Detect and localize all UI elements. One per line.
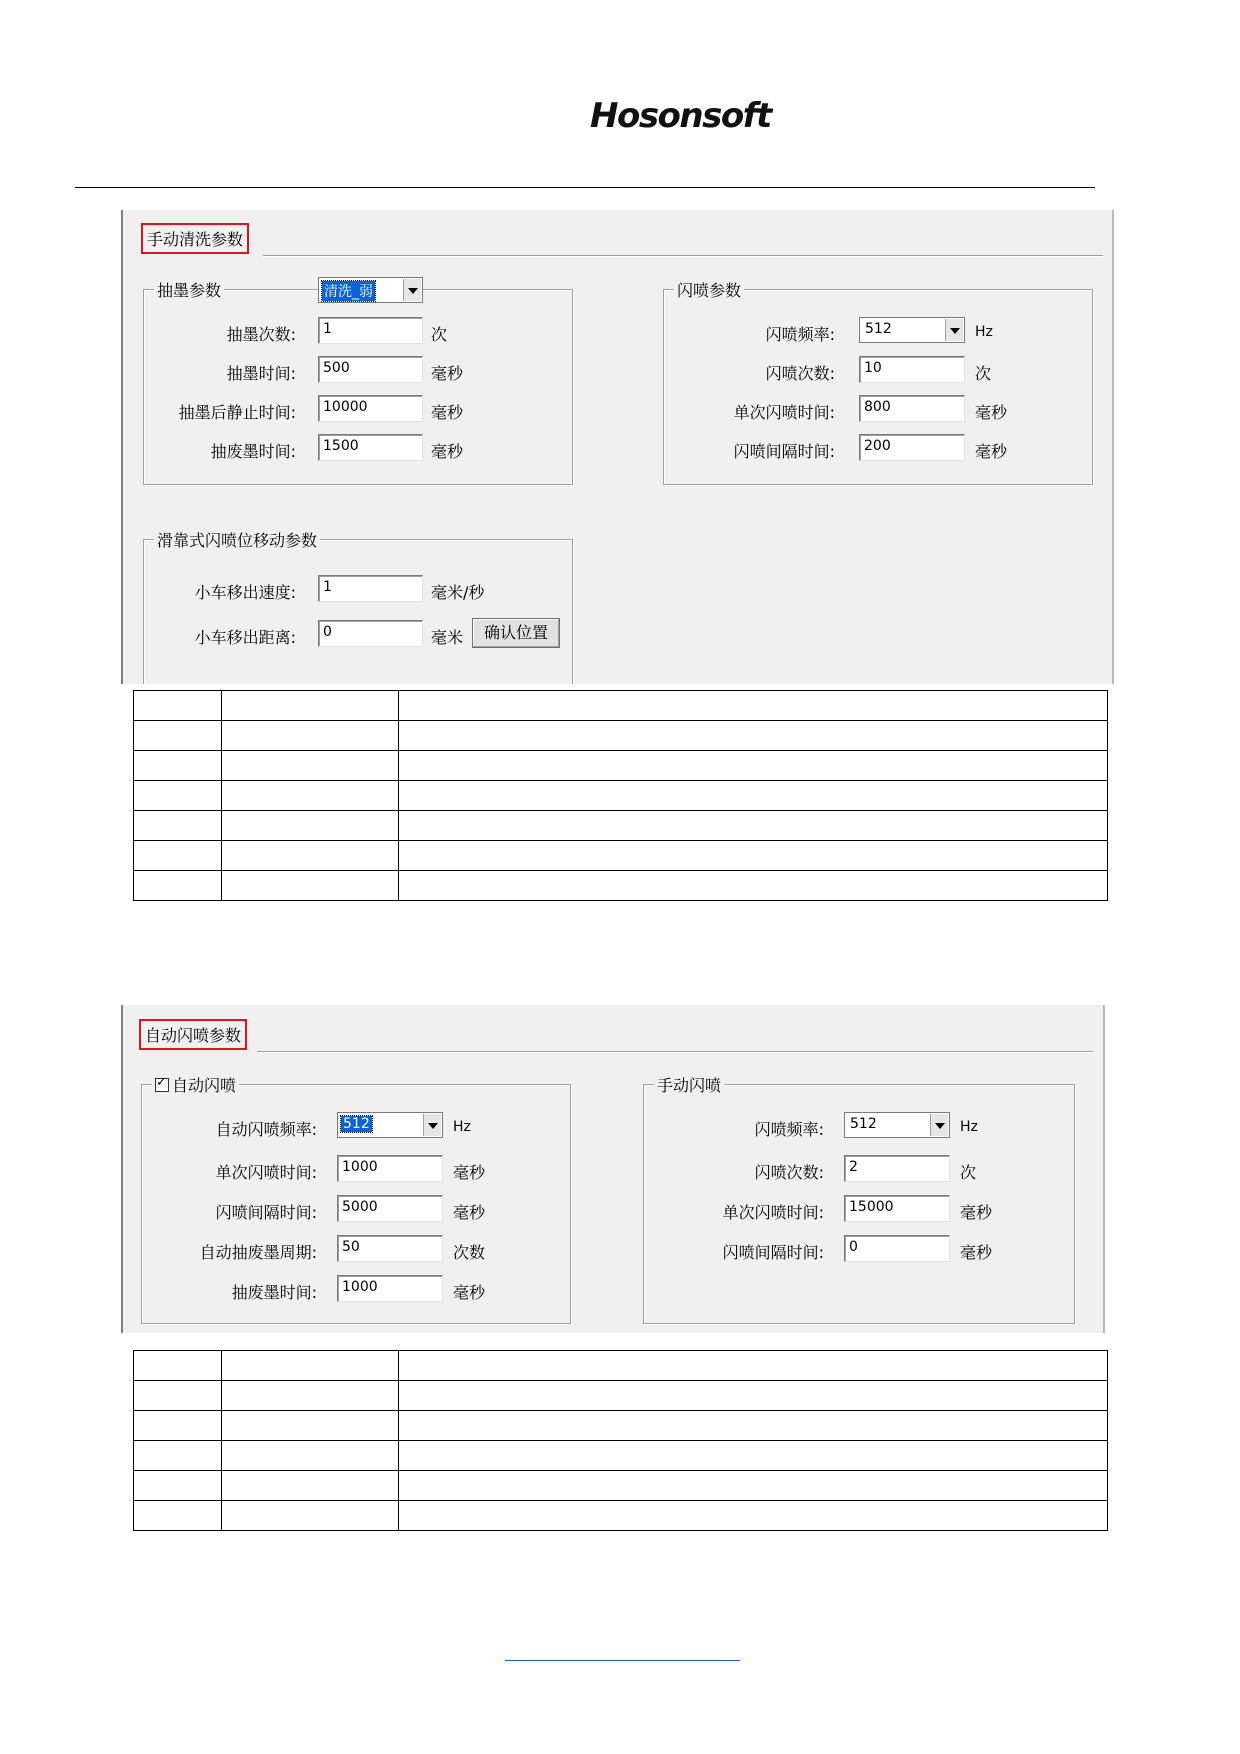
flash-interval-input[interactable]: 200 [859, 434, 965, 461]
manual-clean-param-table [133, 690, 1108, 901]
table-row [134, 1411, 1108, 1441]
auto-waste-cycle-unit: 次数 [453, 1243, 486, 1262]
flash-freq-unit: Hz [975, 324, 993, 340]
auto-waste-time-unit: 毫秒 [453, 1283, 486, 1302]
clean-mode-value: 清洗_弱 [322, 281, 375, 301]
flash-params-legend: 闪喷参数 [674, 278, 744, 301]
auto-flash-checkbox[interactable] [155, 1078, 169, 1092]
manual-flash-interval-unit: 毫秒 [960, 1243, 993, 1262]
table-row [134, 751, 1108, 781]
auto-flash-freq-unit: Hz [453, 1119, 471, 1135]
suction-count-input[interactable]: 1 [318, 317, 423, 344]
carriage-move-legend: 滑靠式闪喷位移动参数 [154, 528, 320, 551]
auto-flash-interval-label: 闪喷间隔时间: [215, 1203, 317, 1222]
waste-suction-time-input[interactable]: 1500 [318, 434, 423, 461]
single-flash-time-input[interactable]: 800 [859, 395, 965, 422]
flash-freq-select[interactable] [859, 317, 965, 343]
suction-count-unit: 次 [431, 325, 448, 344]
table-row [134, 841, 1108, 871]
manual-flash-freq-select[interactable] [844, 1112, 950, 1138]
flash-freq-label: 闪喷频率: [765, 325, 835, 344]
carriage-move-group [143, 531, 573, 684]
table-row [134, 1441, 1108, 1471]
flash-interval-unit: 毫秒 [975, 442, 1008, 461]
chevron-down-icon[interactable] [930, 1114, 948, 1136]
carriage-distance-unit: 毫米 [431, 628, 464, 647]
auto-flash-interval-unit: 毫秒 [453, 1203, 486, 1222]
auto-waste-time-label: 抽废墨时间: [231, 1283, 317, 1302]
auto-flash-title: 自动闪喷参数 [139, 1019, 247, 1050]
suction-count-label: 抽墨次数: [226, 325, 296, 344]
flash-count-unit: 次 [975, 364, 992, 383]
manual-single-flash-time-input[interactable]: 15000 [844, 1195, 950, 1222]
table-row [134, 1381, 1108, 1411]
auto-single-flash-time-input[interactable]: 1000 [337, 1155, 443, 1182]
single-flash-time-label: 单次闪喷时间: [733, 403, 835, 422]
carriage-distance-label: 小车移出距离: [194, 628, 296, 647]
table-row [134, 1471, 1108, 1501]
auto-flash-param-table [133, 1350, 1108, 1531]
flash-count-label: 闪喷次数: [765, 364, 835, 383]
single-flash-time-unit: 毫秒 [975, 403, 1008, 422]
table-row [134, 1351, 1108, 1381]
auto-flash-panel [121, 1005, 1105, 1333]
carriage-speed-unit: 毫米/秒 [431, 583, 485, 602]
rest-time-input[interactable]: 10000 [318, 395, 423, 422]
flash-interval-label: 闪喷间隔时间: [733, 442, 835, 461]
title-separator [257, 1051, 1093, 1053]
manual-flash-freq-label: 闪喷频率: [754, 1120, 824, 1139]
auto-single-flash-time-unit: 毫秒 [453, 1163, 486, 1182]
auto-flash-freq-value: 512 [343, 1116, 370, 1132]
table-row [134, 811, 1108, 841]
hosonsoft-logo: Hosonsoft [590, 96, 771, 136]
manual-single-flash-time-unit: 毫秒 [960, 1203, 993, 1222]
manual-clean-panel [121, 210, 1114, 684]
manual-clean-title: 手动清洗参数 [141, 223, 249, 254]
table-row [134, 871, 1108, 901]
header-divider [75, 187, 1095, 188]
suction-time-input[interactable]: 500 [318, 356, 423, 383]
flash-count-input[interactable]: 10 [859, 356, 965, 383]
manual-flash-count-input[interactable]: 2 [844, 1155, 950, 1182]
clean-mode-select[interactable] [318, 277, 423, 303]
waste-suction-time-unit: 毫秒 [431, 442, 464, 461]
flash-freq-value: 512 [865, 321, 892, 337]
table-row [134, 721, 1108, 751]
auto-single-flash-time-label: 单次闪喷时间: [215, 1163, 317, 1182]
manual-flash-legend: 手动闪喷 [654, 1073, 724, 1096]
waste-suction-time-label: 抽废墨时间: [210, 442, 296, 461]
suction-time-label: 抽墨时间: [226, 364, 296, 383]
manual-flash-freq-value: 512 [850, 1116, 877, 1132]
auto-waste-cycle-label: 自动抽废墨周期: [199, 1243, 317, 1262]
carriage-distance-input[interactable]: 0 [318, 620, 423, 647]
auto-flash-legend: 自动闪喷 [172, 1076, 237, 1095]
chevron-down-icon[interactable] [423, 1114, 441, 1136]
manual-flash-interval-label: 闪喷间隔时间: [722, 1243, 824, 1262]
rest-time-unit: 毫秒 [431, 403, 464, 422]
table-row [134, 781, 1108, 811]
manual-flash-count-unit: 次 [960, 1163, 977, 1182]
auto-waste-cycle-input[interactable]: 50 [337, 1235, 443, 1262]
chevron-down-icon[interactable] [945, 319, 963, 341]
suction-params-legend: 抽墨参数 [154, 278, 224, 301]
confirm-position-button[interactable]: 确认位置 [472, 618, 560, 648]
table-row [134, 691, 1108, 721]
table-row [134, 1501, 1108, 1531]
manual-single-flash-time-label: 单次闪喷时间: [722, 1203, 824, 1222]
title-separator [263, 255, 1103, 257]
rest-time-label: 抽墨后静止时间: [178, 403, 296, 422]
footer-link-underline [505, 1660, 740, 1661]
manual-flash-interval-input[interactable]: 0 [844, 1235, 950, 1262]
auto-flash-freq-label: 自动闪喷频率: [215, 1120, 317, 1139]
manual-flash-freq-unit: Hz [960, 1119, 978, 1135]
manual-flash-count-label: 闪喷次数: [754, 1163, 824, 1182]
carriage-speed-input[interactable]: 1 [318, 575, 423, 602]
suction-time-unit: 毫秒 [431, 364, 464, 383]
chevron-down-icon[interactable] [403, 279, 421, 301]
auto-flash-freq-select[interactable] [337, 1112, 443, 1138]
auto-flash-interval-input[interactable]: 5000 [337, 1195, 443, 1222]
carriage-speed-label: 小车移出速度: [194, 583, 296, 602]
auto-waste-time-input[interactable]: 1000 [337, 1275, 443, 1302]
